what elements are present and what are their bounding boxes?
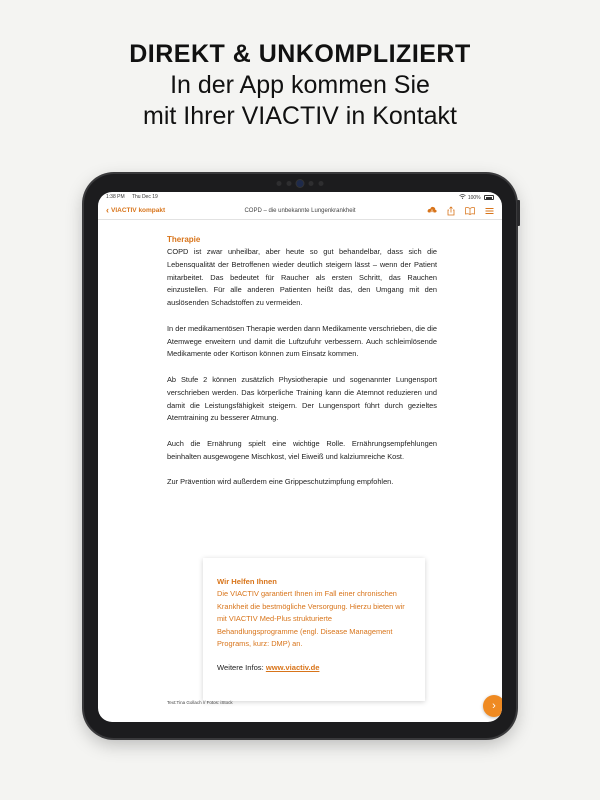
website-link[interactable]: www.viactiv.de <box>265 662 320 672</box>
hardware-button <box>517 200 520 226</box>
nav-actions <box>384 206 494 216</box>
status-left <box>106 194 164 200</box>
battery-icon <box>484 195 494 200</box>
book-icon[interactable] <box>465 206 475 216</box>
section-title: Therapie <box>167 235 201 244</box>
ipad-frame <box>84 174 516 738</box>
promo-subtitle-line2: mit Ihrer VIACTIV in Kontakt <box>143 102 457 130</box>
status-bar <box>98 192 502 202</box>
sensor-dot <box>277 181 282 186</box>
help-more-label: Weitere Infos: <box>217 662 264 672</box>
chevron-right-icon: › <box>492 700 496 712</box>
sensor-dot <box>309 181 314 186</box>
help-box-title: Wir Helfen Ihnen <box>217 577 277 586</box>
article-paragraph: Zur Prävention wird außerdem eine Grippeschutzimpfung empfohlen. <box>167 477 394 487</box>
article-body <box>167 234 437 502</box>
menu-icon[interactable] <box>484 206 494 216</box>
article-paragraph: Ab Stufe 2 können zusätzlich Physiotherapie und sogenannter Lungensport verschrieben werden. Das körperliche Training kann die Atemnot reduzieren und damit die Leistungsfähigkeit steigern. Der Lungensport führt durch gezieltes Atemtraining zu besserer Atmung. <box>167 374 437 423</box>
battery-percent: 100% <box>467 194 481 201</box>
camera-bar <box>277 180 324 187</box>
cloud-download-icon[interactable] <box>427 206 437 216</box>
promo-subtitle-line1: In der App kommen Sie <box>170 71 430 99</box>
status-date: Thu Dec 19 <box>131 194 158 200</box>
status-time: 1:38 PM <box>106 194 125 200</box>
help-box-more <box>217 663 411 672</box>
article-paragraph: COPD ist zwar unheilbar, aber heute so gut behandelbar, dass sich die Lebensqualität der Betroffenen wieder deutlich steigern lässt – wenn der Patient mitarbeitet. Das bedeutet für Raucher als ersten Schritt, das Rauchen einzustellen. Für alle anderen Patienten heißt das, den Umgang mit den auslösenden Schadstoffen zu vermeiden. <box>167 247 437 308</box>
photo-credit: Text:Tina Gollach // Fotos: iStock <box>167 700 233 705</box>
share-icon[interactable] <box>446 206 456 216</box>
promo-title: DIREKT & UNKOMPLIZIERT <box>129 40 471 68</box>
status-right <box>459 194 494 201</box>
nav-bar <box>98 202 502 220</box>
app-screen <box>98 192 502 722</box>
back-button-label: VIACTIV kompakt <box>111 207 166 214</box>
next-page-button[interactable] <box>483 695 502 717</box>
nav-title: COPD – die unbekannte Lungenkrankheit <box>244 207 356 214</box>
help-box-text: Die VIACTIV garantiert Ihnen im Fall einer chronischen Krankheit die bestmögliche Versorgung. Hierzu bieten wir mit VIACTIV Med-Plus strukturierte Behandlungsprogramme (engl. Disease Management Programs, kurz: DMP) an. <box>217 589 405 649</box>
sensor-dot <box>287 181 292 186</box>
sensor-dot <box>319 181 324 186</box>
back-button[interactable] <box>106 206 216 215</box>
help-box <box>203 558 425 701</box>
chevron-left-icon: ‹ <box>106 205 109 215</box>
camera-lens <box>297 180 304 187</box>
promo-subtitle <box>0 70 600 132</box>
wifi-icon <box>459 195 467 201</box>
article-paragraph: In der medikamentösen Therapie werden dann Medikamente verschrieben, die die Atemwege erweitern und damit die Luftzufuhr verbessern. Auch schleimlösende Medikamente oder Kortison können zum Einsatz kommen. <box>167 323 437 359</box>
article-paragraph: Auch die Ernährung spielt eine wichtige Rolle. Ernährungsempfehlungen beinhalten ausgewogene Mischkost, viel Eiweiß und kalziumreiche Kost. <box>167 438 437 461</box>
